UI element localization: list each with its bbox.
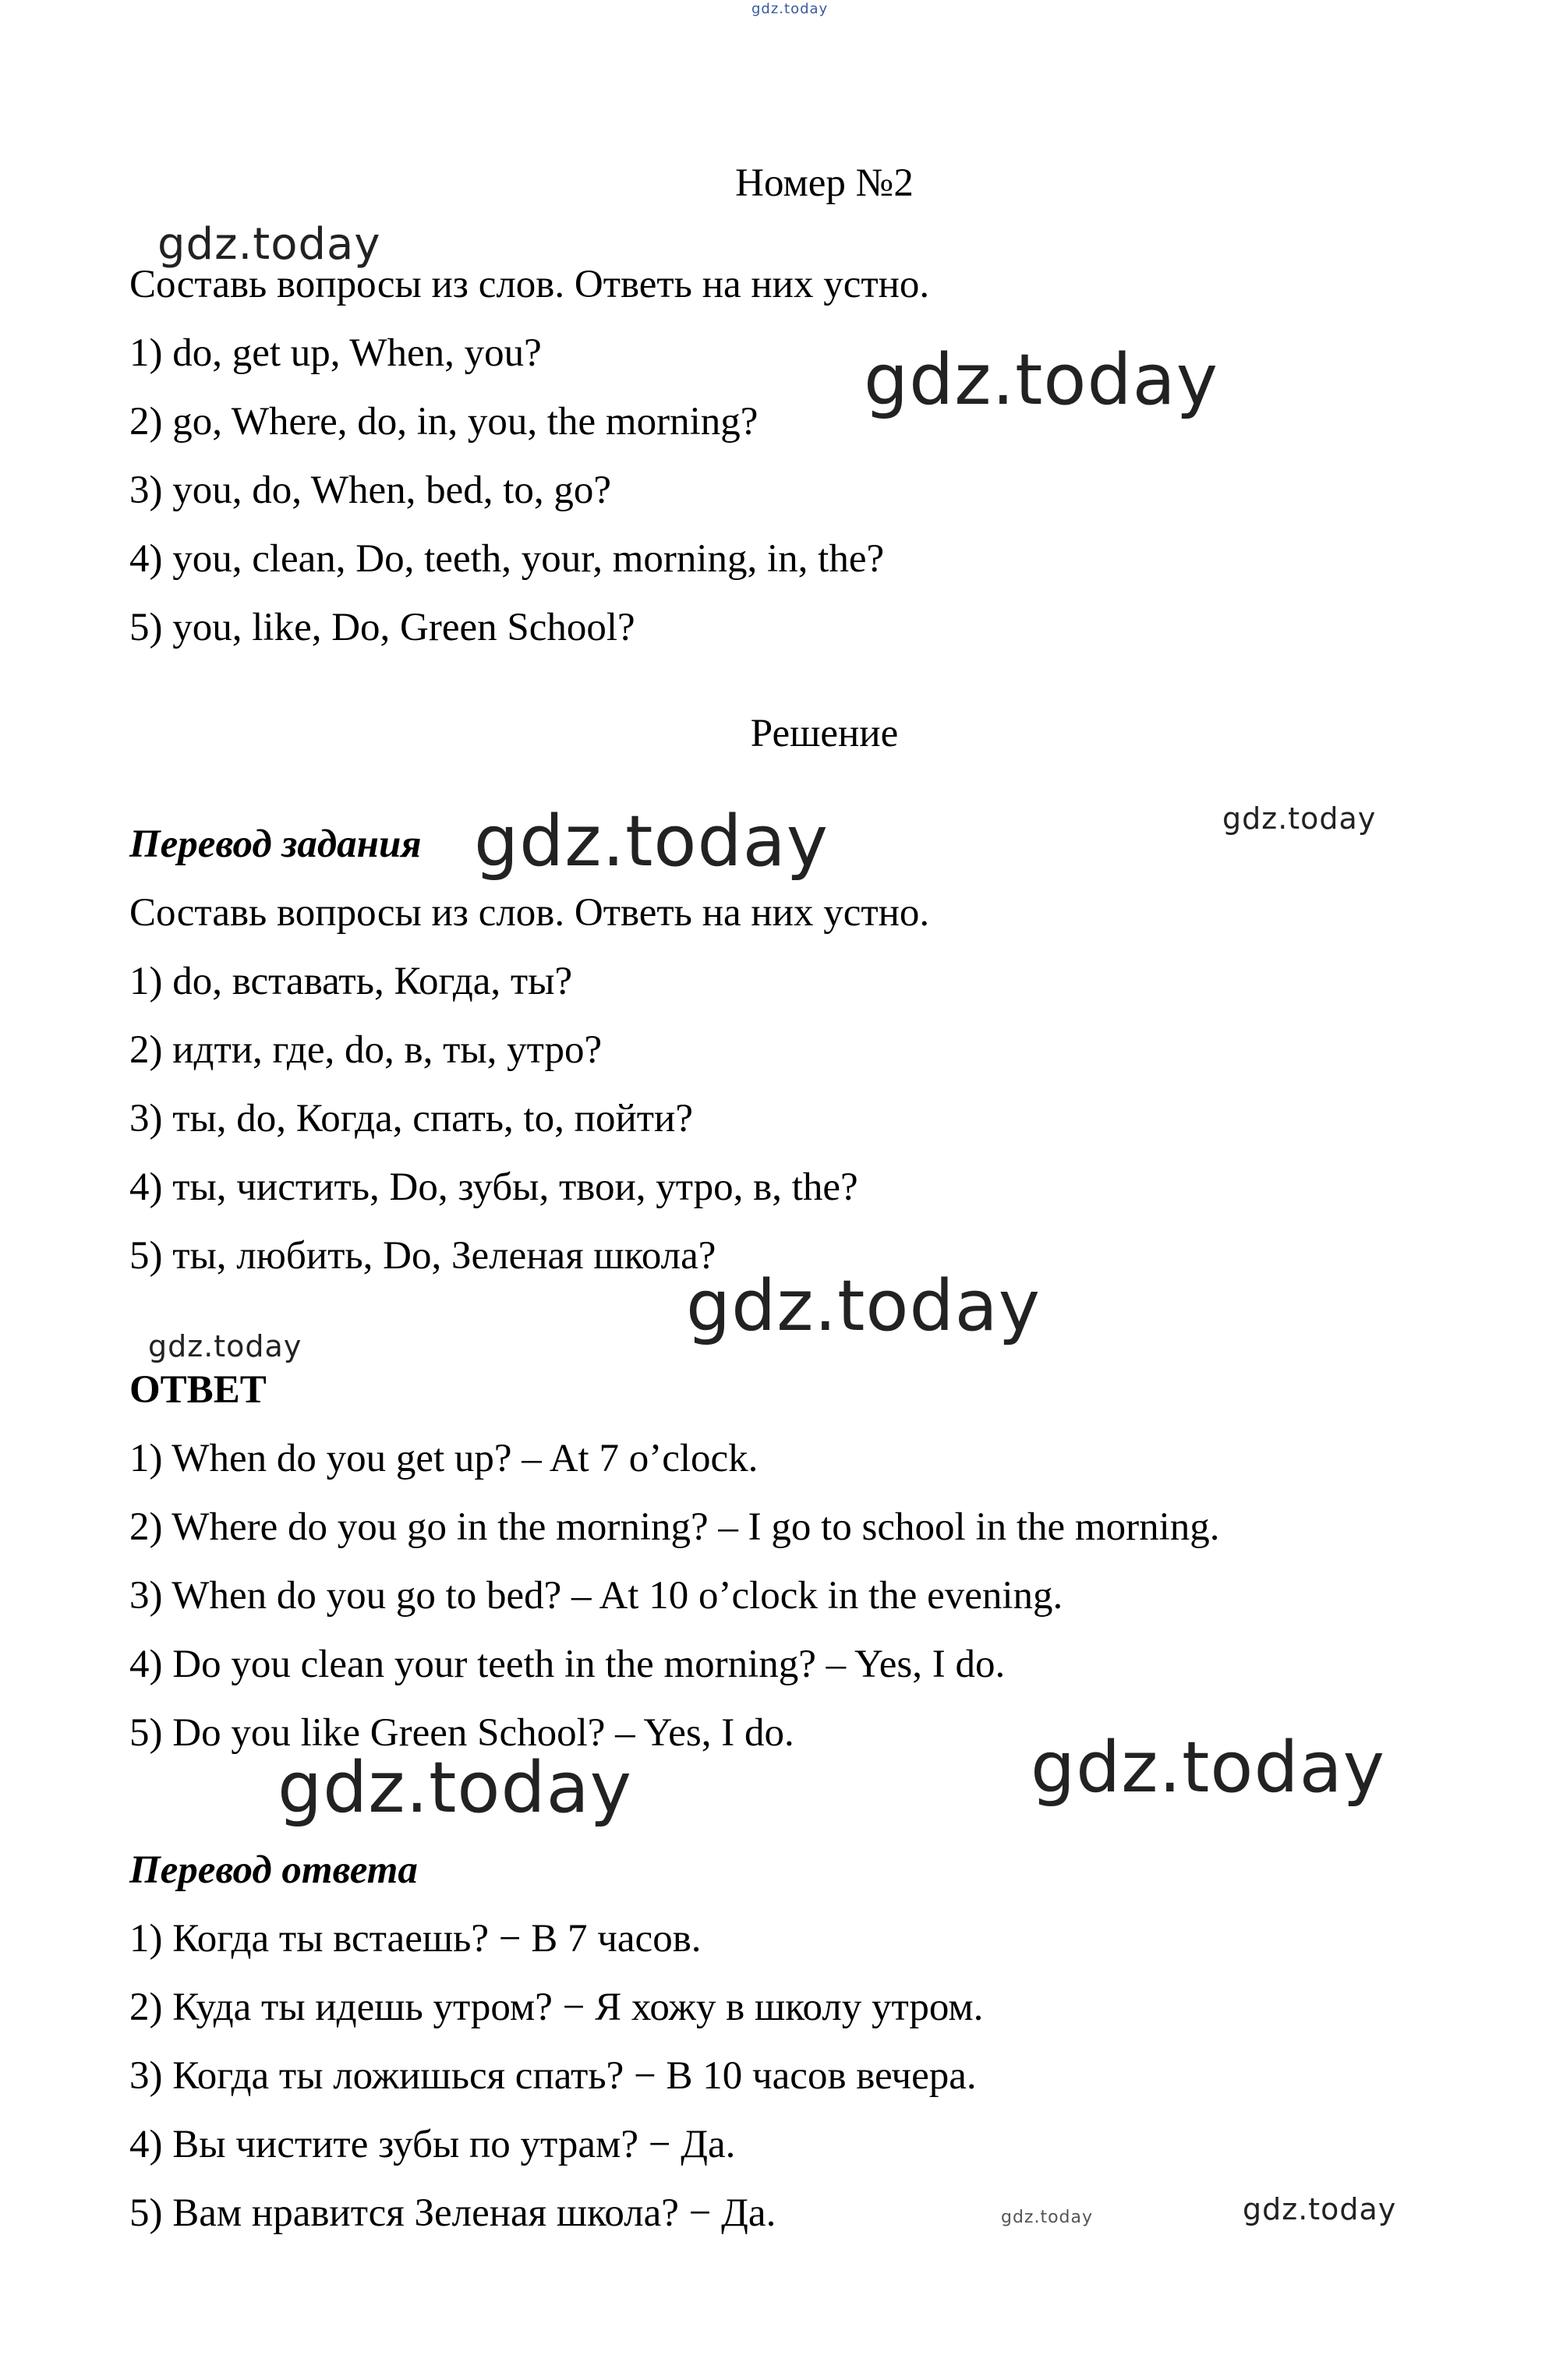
- translation-item: 3) ты, do, Когда, спать, to, пойти?: [129, 1097, 693, 1140]
- task-title: Номер №2: [735, 161, 914, 205]
- watermark: gdz.today: [1001, 2208, 1094, 2227]
- task-item: 4) you, clean, Do, teeth, your, morning, in, the?: [129, 537, 885, 581]
- translation-item: 1) do, вставать, Когда, ты?: [129, 960, 573, 1003]
- answer-heading: ОТВЕТ: [129, 1368, 267, 1412]
- answer-item: 5) Do you like Green School? – Yes, I do.: [129, 1711, 794, 1755]
- watermark-top: gdz.today: [751, 1, 829, 17]
- answer-item: 1) When do you get up? – At 7 o’clock.: [129, 1437, 759, 1480]
- task-translation-heading: Перевод задания: [129, 822, 422, 866]
- watermark: gdz.today: [148, 1329, 302, 1363]
- answer-translation-item: 2) Куда ты идешь утром? − Я хожу в школу утром.: [129, 1986, 984, 2029]
- answer-translation-item: 1) Когда ты встаешь? − В 7 часов.: [129, 1917, 702, 1961]
- translation-item: 2) идти, где, do, в, ты, утро?: [129, 1028, 603, 1072]
- translation-item: 5) ты, любить, Do, Зеленая школа?: [129, 1234, 716, 1278]
- watermark: gdz.today: [864, 339, 1219, 421]
- watermark: gdz.today: [474, 801, 829, 882]
- answer-translation-item: 4) Вы чистите зубы по утрам? − Да.: [129, 2123, 736, 2166]
- task-instruction: Составь вопросы из слов. Ответь на них устно.: [129, 263, 930, 306]
- answer-translation-item: 5) Вам нравится Зеленая школа? − Да.: [129, 2191, 776, 2235]
- watermark: gdz.today: [686, 1265, 1041, 1347]
- watermark: gdz.today: [1222, 801, 1377, 836]
- task-item: 1) do, get up, When, you?: [129, 331, 542, 375]
- task-item: 3) you, do, When, bed, to, go?: [129, 469, 612, 512]
- watermark: gdz.today: [157, 219, 381, 270]
- watermark: gdz.today: [1031, 1727, 1386, 1809]
- answer-translation-item: 3) Когда ты ложишься спать? − В 10 часов вечера.: [129, 2054, 977, 2098]
- answer-item: 3) When do you go to bed? – At 10 o’clock in the evening.: [129, 1574, 1063, 1618]
- translation-instruction: Составь вопросы из слов. Ответь на них устно.: [129, 891, 930, 935]
- task-item: 5) you, like, Do, Green School?: [129, 606, 635, 649]
- watermark: gdz.today: [1243, 2192, 1397, 2226]
- answer-item: 4) Do you clean your teeth in the morning? – Yes, I do.: [129, 1643, 1006, 1686]
- task-item: 2) go, Where, do, in, you, the morning?: [129, 400, 759, 444]
- answer-item: 2) Where do you go in the morning? – I go to school in the morning.: [129, 1505, 1220, 1549]
- answer-translation-heading: Перевод ответа: [129, 1848, 418, 1892]
- solution-heading: Решение: [750, 712, 899, 755]
- translation-item: 4) ты, чистить, Do, зубы, твои, утро, в, the?: [129, 1165, 858, 1209]
- watermark: gdz.today: [278, 1747, 633, 1829]
